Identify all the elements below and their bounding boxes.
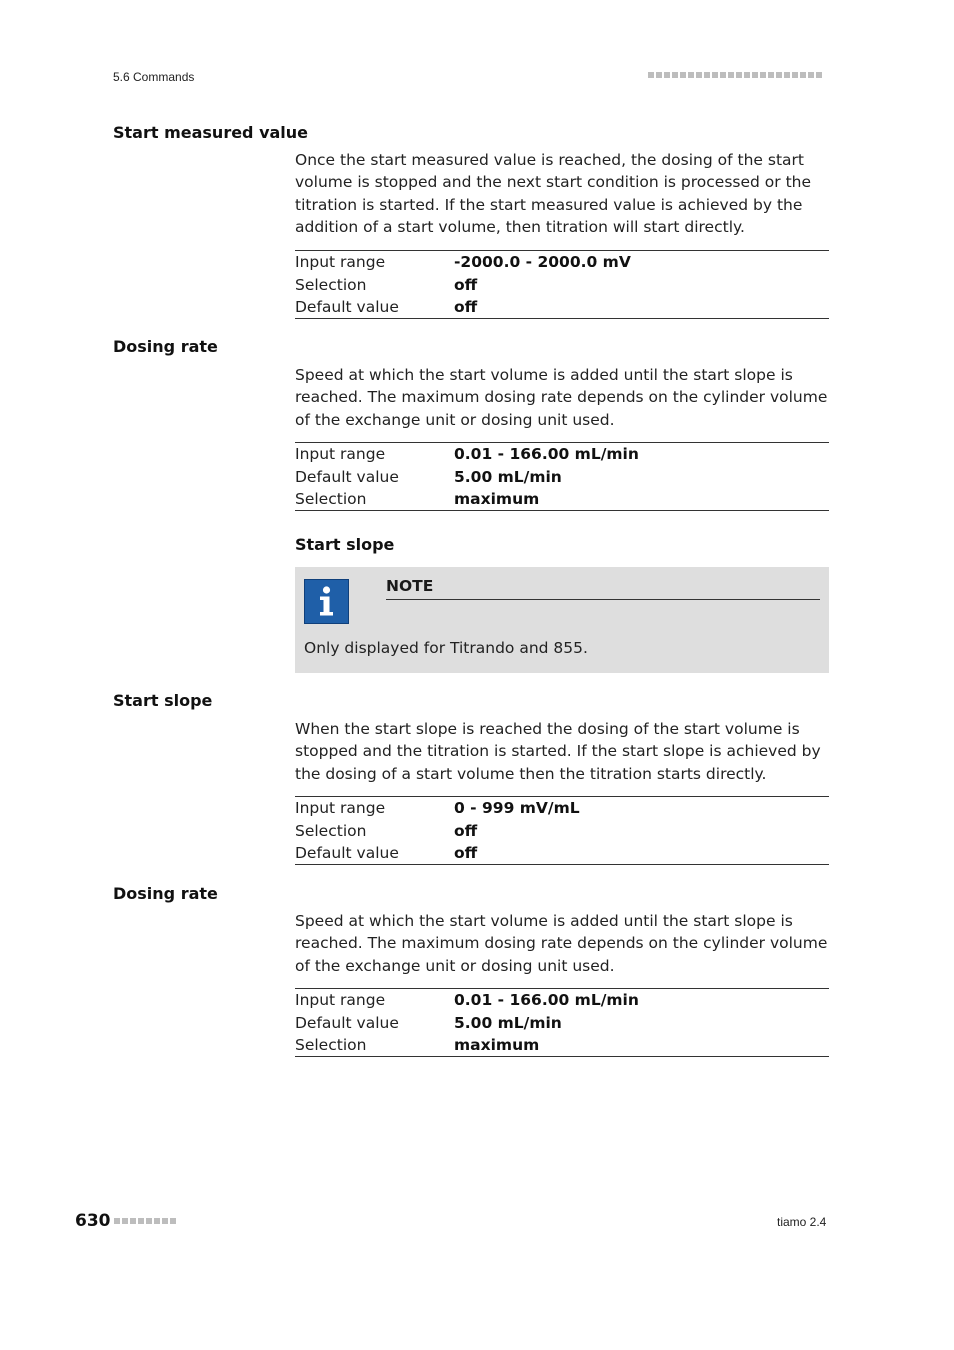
table-row	[295, 797, 829, 819]
row-value: 0.01 - 166.00 mL/min	[454, 445, 639, 464]
row-label: Selection	[295, 821, 367, 840]
section-title: Dosing rate	[113, 884, 218, 903]
footer-decoration	[114, 1218, 176, 1224]
section-title: Dosing rate	[113, 337, 218, 356]
row-label: Default value	[295, 297, 399, 316]
page-number: 630	[75, 1211, 111, 1231]
row-value: 0 - 999 mV/mL	[454, 799, 580, 818]
parameter-table	[295, 250, 829, 319]
product-name: tiamo 2.4	[777, 1215, 827, 1229]
table-row	[295, 296, 829, 318]
section-title: Start measured value	[113, 123, 309, 142]
note-title: NOTE	[386, 577, 434, 595]
table-row	[295, 989, 829, 1011]
table-row	[295, 1034, 829, 1056]
row-label: Default value	[295, 843, 399, 862]
table-row	[295, 251, 829, 273]
parameter-table	[295, 988, 829, 1057]
note-text: Only displayed for Titrando and 855.	[304, 639, 588, 657]
running-header: 5.6 Commands	[113, 70, 195, 84]
row-value: -2000.0 - 2000.0 mV	[454, 253, 631, 272]
row-label: Input range	[295, 253, 386, 272]
table-row	[295, 842, 829, 864]
table-row	[295, 273, 829, 295]
row-value: off	[454, 821, 478, 840]
subheading: Start slope	[295, 535, 395, 554]
row-label: Input range	[295, 799, 386, 818]
header-decoration	[648, 72, 830, 80]
parameter-table	[295, 442, 829, 511]
row-value: 0.01 - 166.00 mL/min	[454, 991, 639, 1010]
row-value: off	[454, 843, 478, 862]
section-title: Start slope	[113, 691, 213, 710]
info-icon	[304, 579, 349, 624]
section-description: When the start slope is reached the dosing of the start volume is stopped and the titration is started. If the start slope is achieved by the dosing of a start volume then the titration starts directly.	[295, 720, 821, 783]
row-value: 5.00 mL/min	[454, 1013, 562, 1032]
table-row	[295, 1011, 829, 1033]
row-value: 5.00 mL/min	[454, 467, 562, 486]
row-label: Default value	[295, 1013, 399, 1032]
note-divider	[386, 599, 820, 600]
section-description: Speed at which the start volume is added until the start slope is reached. The maximum dosing rate depends on the cylinder volume of the exchange unit or dosing unit used.	[295, 366, 828, 429]
table-row	[295, 443, 829, 465]
section-description: Speed at which the start volume is added until the start slope is reached. The maximum dosing rate depends on the cylinder volume of the exchange unit or dosing unit used.	[295, 912, 828, 975]
note-box	[295, 567, 829, 673]
row-label: Input range	[295, 445, 386, 464]
row-label: Input range	[295, 991, 386, 1010]
row-value: off	[454, 297, 478, 316]
row-label: Selection	[295, 489, 367, 508]
table-row	[295, 819, 829, 841]
row-label: Selection	[295, 1035, 367, 1054]
table-row	[295, 488, 829, 510]
parameter-table	[295, 796, 829, 865]
row-value: maximum	[454, 489, 540, 508]
section-description: Once the start measured value is reached, the dosing of the start volume is stopped and the next start condition is processed or the titration is started. If the start measured value is achieved by the addition of a start volume, then titration will start directly.	[295, 151, 812, 236]
row-value: off	[454, 275, 478, 294]
table-row	[295, 465, 829, 487]
row-label: Default value	[295, 467, 399, 486]
row-label: Selection	[295, 275, 367, 294]
row-value: maximum	[454, 1035, 540, 1054]
